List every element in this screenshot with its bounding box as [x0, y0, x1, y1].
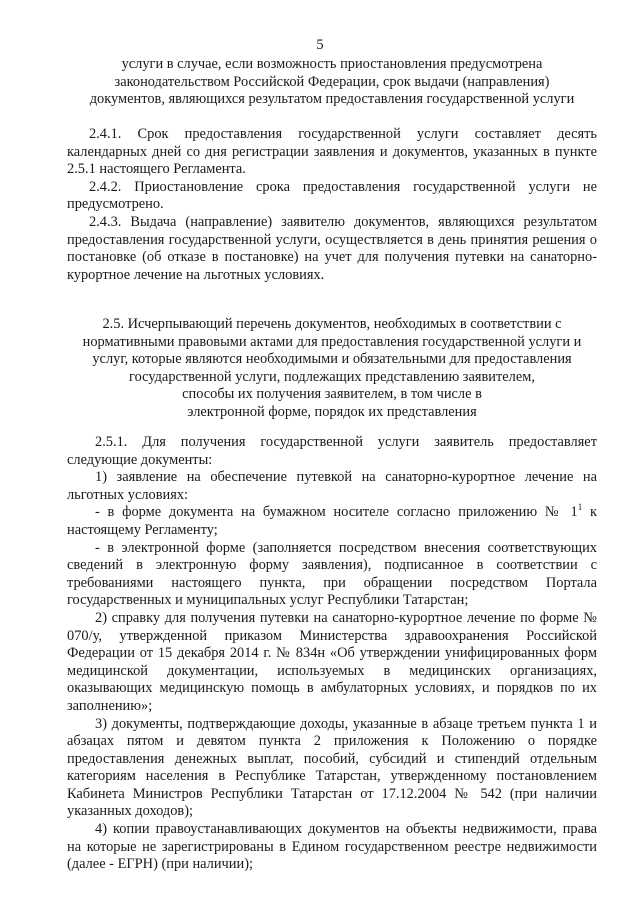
page-number: 5 — [316, 37, 324, 53]
paper-form-tail: к настоящему Регламенту; — [67, 504, 598, 538]
heading-line: документов, являющихся результатом предоставления государственной услуги — [89, 91, 575, 108]
paragraph-2-4-2: 2.4.2. Приостановление срока предоставления государственной услуги не предусмотрено. — [67, 178, 597, 213]
heading-line: услуги в случае, если возможность приостановления предусмотрена — [121, 56, 543, 72]
heading-line: нормативными правовыми актами для предоставления государственной услуги и — [82, 333, 582, 350]
list-item-2: 2) справку для получения путевки на санаторно-курортное лечение по форме № 070/у, утвержденной приказом Министерства здравоохранения Российской Федерации от 15 декабря 2014 г. № 834н «Об утверждении унифицированных форм медицинской документации, используемых в медицинских организациях, оказывающих медицинскую помощь в амбулаторных условиях, и порядков по их заполнению»; — [67, 609, 597, 714]
paper-form-text: - в форме документа на бумажном носителе согласно приложению № 1 — [95, 504, 578, 521]
list-item-4: 4) копии правоустанавливающих документов на объекты недвижимости, права на которые не зарегистрированы в Едином государственном реестре недвижимости (далее - ЕГРН) (при наличии); — [67, 821, 597, 873]
section-2-5-body — [67, 434, 597, 874]
heading-line: услуг, которые являются необходимыми и обязательными для предоставления — [92, 351, 572, 368]
heading-line: 2.5. Исчерпывающий перечень документов, необходимых в соответствии с — [102, 316, 562, 332]
paragraph-2-5-1: 2.5.1. Для получения государственной услуги заявитель предоставляет следующие документы: — [67, 434, 597, 468]
list-item-3: 3) документы, подтверждающие доходы, указанные в абзаце третьем пункта 1 и абзацах пятом и девятом пункта 2 приложения к Положению о порядке предоставления денежных выплат, пособий, субсидий и стипендий отдельным категориям населения в Республике Татарстан, утвержденному постановлением Кабинета Министров Республики Татарстан от 17.12.2004 № 542 (при наличии указанных доходов); — [67, 715, 597, 820]
heading-line: законодательством Российской Федерации, срок выдачи (направления) — [114, 73, 550, 90]
section-2-5-heading — [67, 316, 597, 422]
list-item-1: 1) заявление на обеспечение путевкой на санаторно-курортное лечение на льготных условиях: — [67, 469, 597, 503]
heading-line: способы их получения заявителем, в том числе в — [182, 386, 482, 403]
list-item-1-paper — [67, 504, 597, 539]
heading-line: государственной услуги, подлежащих представлению заявителем, — [129, 368, 535, 385]
heading-line: электронной форме, порядок их представления — [187, 403, 477, 420]
footnote-mark: 1 — [577, 502, 583, 513]
list-item-1-electronic: - в электронной форме (заполняется посредством внесения соответствующих сведений в электронную форму заявления), подписанное в соответствии с требованиями настоящего пункта, при обращении посредством Портала государственных и муниципальных услуг Республики Татарстан; — [67, 539, 597, 609]
section-2-4-body — [67, 126, 597, 284]
paragraph-2-4-3: 2.4.3. Выдача (направление) заявителю документов, являющихся результатом предоставления государственной услуги, осуществляется в день принятия решения о постановке (об отказе в постановке) на учет для получения путевки на санаторно-курортное лечение на льготных условиях. — [67, 213, 597, 283]
paragraph-2-4-1: 2.4.1. Срок предоставления государственной услуги составляет десять календарных дней со дня регистрации заявления и документов, указанных в пункте 2.5.1 настоящего Регламента. — [67, 126, 597, 178]
section-2-4-heading — [67, 56, 597, 109]
